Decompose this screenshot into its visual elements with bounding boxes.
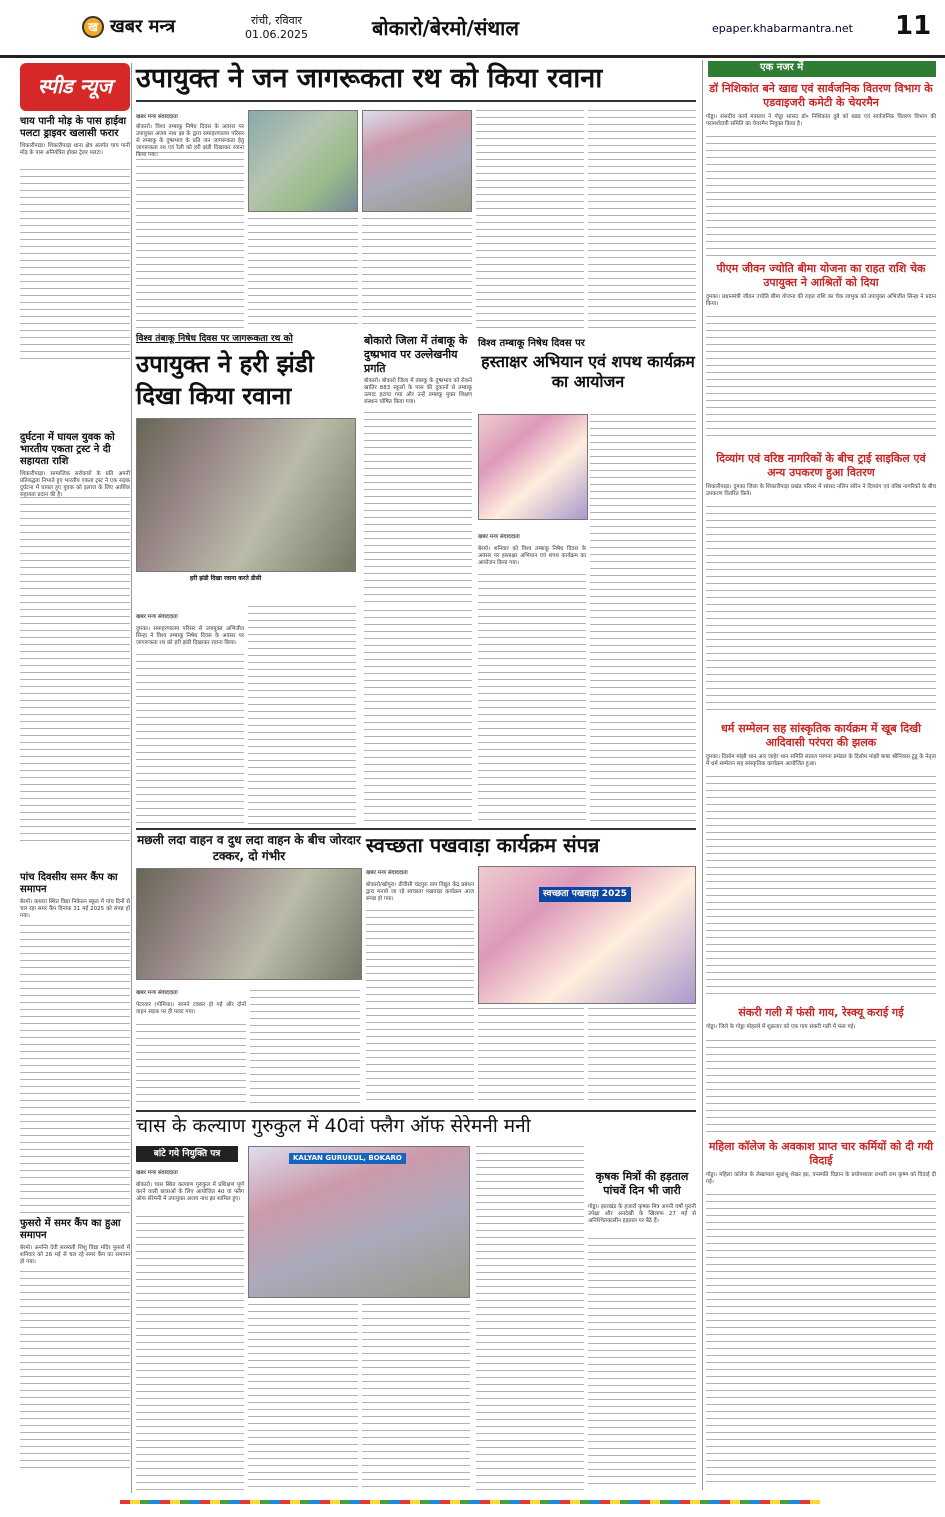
flag-body: दुमका। समाहरणालय परिसर से उपायुक्त अभिजीत सिन्हा ने विश्व तम्बाकू निषेध दिवस के अवसर पर जागरूकता रथ को हरी झंडी दिखाकर रवाना किया। xyxy=(136,626,244,646)
sidebar-body: शिकारीपाड़ा। शिकारीपाड़ा थाना क्षेत्र अंतर्गत चाय पानी मोड़ के पास अनियंत्रित होकर ट्रेलर पलटा। xyxy=(20,143,130,156)
text-lines xyxy=(476,1146,584,1490)
text-lines xyxy=(248,1304,358,1490)
sidebar-headline: दुर्घटना में घायल युवक को भारतीय एकता ट्रस्ट ने दी सहायता राशि xyxy=(20,432,115,467)
text-lines xyxy=(136,1216,244,1490)
issue-date: 01.06.2025 xyxy=(245,28,308,41)
text-lines xyxy=(706,316,936,436)
bokaro-body: बोकारो। बोकारो जिला में तंबाकू के दुष्प्रभाव को रोकने खातिर 883 स्कूलों के पास की दुकानों से तम्बाकू उत्पाद हटाया गया और उन्हें तम्बाकू मुक्त शिक्षण संस्थान घोषित किया गया। xyxy=(364,378,472,405)
text-lines xyxy=(478,574,586,824)
at-a-glance-tag xyxy=(708,61,936,77)
swachh-body: बोकारो/खोपुरा। डीवीसी चंद्रपुरा ताप विद्युत केंद्र प्रबंधन द्वारा मनाये जा रहे स्वच्छता पखवाड़ा कार्यक्रम आज संपन्न हो गया। xyxy=(366,882,474,902)
divider xyxy=(136,1110,696,1112)
sidebar-body: बेरमो। अनन्ति देवी सरस्वती शिशु विद्या मंदिर फुसरो में शनिवार को 26 मई से चल रहे समर कैंप का समापन हो गया। xyxy=(20,1245,130,1265)
text-lines xyxy=(20,925,130,1215)
farmers-body: गोड्डा। झारखंड के हजारों कृषक मित्र अपनी वर्षों पुरानी उपेक्षा और अनदेखी के खिलाफ 27 मई से अनिश्चितकालीन हड़ताल पर बैठे हैं। xyxy=(588,1204,696,1224)
gurukul-headline: चास के कल्याण गुरुकुल में 40वां फ्लैग ऑफ सेरेमनी मनी xyxy=(136,1115,531,1137)
lead-headline: उपायुक्त ने जन जागरूकता रथ को किया रवाना xyxy=(136,63,603,94)
text-lines xyxy=(706,136,936,256)
lead-photo-2 xyxy=(362,110,472,212)
flag-headline: उपायुक्त ने हरी झंडी दिखा किया रवाना xyxy=(136,350,314,410)
truck-byline: खबर मन्त्र संवाददाता xyxy=(136,990,178,996)
gurukul-byline: खबर मन्त्र संवाददाता xyxy=(136,1170,178,1176)
section-title: बोकारो/बेरमो/संथाल xyxy=(372,16,519,40)
right-headline: संकरी गली में फंसी गाय, रेस्क्यू कराई गई xyxy=(738,1006,904,1019)
right-story xyxy=(706,1140,936,1484)
swachh-banner: स्वच्छता पखवाड़ा 2025 xyxy=(539,887,631,902)
paper-name: खबर मन्त्र xyxy=(110,16,176,37)
text-lines xyxy=(706,506,936,716)
swachh-photo xyxy=(478,866,696,1004)
right-headline: दिव्यांग एवं वरिष्ठ नागरिकों के बीच ट्राई साइकिल एवं अन्य उपकरण हुआ वितरण xyxy=(716,452,926,479)
right-body: दुमका। दिसोम मांझी थान आर जाहेर थान समिति संताल परगना प्रमंडल के दिसोम मांझी बाबा श्रीनिवास टुडू के नेतृत्व में धर्म सम्मेलन सह सांस्कृतिक कार्यक्रम आयोजित हुआ। xyxy=(706,754,936,767)
flag-photo xyxy=(136,418,356,572)
text-lines xyxy=(20,497,130,847)
bokaro-headline: बोकारो जिला में तंबाकू के दुष्प्रभाव पर उल्लेखनीय प्रगति xyxy=(364,334,468,375)
right-story xyxy=(706,1006,936,1132)
right-body: गोड्डा। संसदीय कार्य मंत्रालय ने गोड्डा सांसद डॉ० निशिकांत दुबे को खाद्य एवं सार्वजनिक वितरण विभाग की परामर्शदात्री समिति का चेयरमैन नियुक्त किया है। xyxy=(706,114,936,127)
city-day: रांची, रविवार xyxy=(250,14,303,27)
sidebar-headline: फुसरो में समर कैंप का हुआ समापन xyxy=(20,1218,121,1241)
lead-body: बोकारो। विश्व तम्बाकू निषेध दिवस के अवसर पर उपायुक्त अजय नाथ झा के द्वारा समाहरणालय परिसर से तम्बाकू के दुष्प्रभाव के प्रति जन जागरूकता हेतु जागरूकता रथ एवं रैली को हरी झंडी दिखाकर रवाना किया गया। xyxy=(136,124,244,158)
text-lines xyxy=(588,1008,696,1106)
text-lines xyxy=(248,218,358,330)
divider xyxy=(136,100,696,102)
sidebar-headline: पांच दिवसीय समर कैंप का समापन xyxy=(20,872,118,895)
text-lines xyxy=(362,1304,470,1490)
right-body: शिकारीपाड़ा। दुमका जिला के शिकारीपाड़ा प्रखंड परिसर में सांसद नलिन सोरेन ने दिव्यांग एवं वरिष्ठ नागरिकों के बीच उपकरण वितरित किये। xyxy=(706,484,936,497)
text-lines xyxy=(364,610,472,824)
sidebar-story xyxy=(20,116,130,359)
flag-byline: खबर मन्त्र संवाददाता xyxy=(136,614,178,620)
epaper-url[interactable]: epaper.khabarmantra.net xyxy=(712,22,853,35)
text-lines xyxy=(706,1194,936,1484)
text-lines xyxy=(478,1008,584,1106)
text-lines xyxy=(20,169,130,359)
truck-body: पेटरवार (गोमिया)। सामने टक्कर हो गई और दोनों वाहन सड़क पर ही पलट गया। xyxy=(136,1002,246,1015)
right-story xyxy=(706,82,936,256)
text-lines xyxy=(20,1271,130,1471)
gurukul-photo xyxy=(248,1146,470,1298)
text-lines xyxy=(590,414,696,824)
right-story xyxy=(706,262,936,436)
text-lines xyxy=(250,990,360,1106)
truck-photo xyxy=(136,868,362,980)
right-story xyxy=(706,452,936,716)
text-lines xyxy=(706,1040,936,1132)
sidebar-headline: चाय पानी मोड़ के पास हाईवा पलटा ड्राइवर खलासी फरार xyxy=(20,116,127,139)
dateline xyxy=(245,14,308,42)
sidebar-story xyxy=(20,1218,130,1471)
footer-color-bar xyxy=(120,1500,820,1504)
gurukul-body: बोकारो। चास स्थित कल्याण गुरुकुल में प्रशिक्षण पूर्ण करने वाली छात्राओं के लिए आयोजित 40 वां फ्लैग ऑफ सेरेमनी में उपायुक्त अजय नाथ झा शामिल हुए। xyxy=(136,1182,244,1202)
speed-news-badge: स्पीड न्यूज xyxy=(20,63,130,111)
farmers-headline: कृषक मित्रों की हड़ताल पांचवें दिन भी जारी xyxy=(595,1170,689,1197)
right-headline: डॉ निशिकांत बने खाद्य एवं सार्वजनिक वितरण विभाग के एडवाइजरी कमेटी के चेयरमैन xyxy=(709,82,933,109)
sign-photo xyxy=(478,414,588,520)
sign-byline: खबर मन्त्र संवाददाता xyxy=(478,534,520,540)
flag-kicker: विश्व तंबाकू निषेध दिवस पर जागरूकता रथ को xyxy=(136,334,293,344)
text-lines xyxy=(364,412,472,602)
text-lines xyxy=(362,218,472,330)
right-headline: महिला कॉलेज के अवकाश प्राप्त चार कर्मियों को दी गयी विदाई xyxy=(708,1140,934,1167)
text-lines xyxy=(476,110,584,330)
right-body: गोड्डा। जिले के गोड्डा मोहल्ले में शुक्रवार को एक गाय संकरी गली में फंस गई। xyxy=(706,1024,856,1030)
gurukul-banner: KALYAN GURUKUL, BOKARO xyxy=(289,1153,406,1164)
divider xyxy=(136,828,696,830)
flag-photo-caption: हरी झंडी दिखा रवाना करते डीसी xyxy=(190,575,262,582)
sidebar-story xyxy=(20,432,130,847)
text-lines xyxy=(136,654,244,824)
sign-body: बेरमो। शनिवार को विश्व तम्बाकू निषेध दिवस के अवसर पर हस्ताक्षर अभियान एवं शपथ कार्यक्रम का आयोजन किया गया। xyxy=(478,546,586,566)
sidebar-story xyxy=(20,872,130,1215)
text-lines xyxy=(588,110,696,330)
right-headline: पीएम जीवन ज्योति बीमा योजना का राहत राशि चेक उपायुक्त ने आश्रितों को दिया xyxy=(716,262,926,289)
lead-photo xyxy=(248,110,358,212)
logo-icon: ख xyxy=(82,16,104,38)
swachh-byline: खबर मन्त्र संवाददाता xyxy=(366,870,408,876)
text-lines xyxy=(136,152,244,330)
sidebar-body: बेरमो। कथारा स्थित विद्या निकेतन स्कूल में पांच दिनों से चल रहा समर कैंप दिनांक 31 मई 2025 को संपन्न हो गया। xyxy=(20,899,130,919)
column-divider xyxy=(131,63,132,1493)
swachh-headline: स्वच्छता पखवाड़ा कार्यक्रम संपन्न xyxy=(366,833,600,857)
text-lines xyxy=(588,1238,696,1490)
text-lines xyxy=(366,910,474,1106)
page-number: 11 xyxy=(895,11,932,41)
lead-byline: खबर मन्त्र संवाददाता xyxy=(136,114,178,120)
right-body: गोड्डा। महिला कॉलेज के लेखापाल सुधांशु शेखर झा, वनस्पति विज्ञान के प्रयोगशाला प्रभारी राम कृष्ण को विदाई दी गई। xyxy=(706,1172,936,1185)
text-lines xyxy=(136,1024,246,1106)
tag-label: एक नजर में xyxy=(760,62,804,73)
right-body: दुमका। प्रधानमंत्री जीवन ज्योति बीमा योजना की राहत राशि का चेक लाभुक को उपायुक्त अभिजीत सिन्हा ने प्रदान किया। xyxy=(706,294,936,307)
truck-headline: मछली लदा वाहन व दुध लदा वाहन के बीच जोरदार टक्कर, दो गंभीर xyxy=(137,833,361,863)
sidebar-body: शिकारीपाड़ा। सामाजिक सरोकारों के प्रति अपनी प्रतिबद्धता निभाते हुए भारतीय एकता ट्रस्ट ने एक सड़क दुर्घटना में घायल हुए युवक को इलाज के लिए आर्थिक सहायता प्रदान की है। xyxy=(20,471,130,498)
sign-headline: हस्ताक्षर अभियान एवं शपथ कार्यक्रम का आयोजन xyxy=(481,352,695,391)
column-divider xyxy=(702,60,703,1490)
text-lines xyxy=(706,776,936,998)
sign-kicker: विश्व तम्बाकू निषेध दिवस पर xyxy=(478,338,585,349)
right-headline: धर्म सम्मेलन सह सांस्कृतिक कार्यक्रम में खूब दिखी आदिवासी परंपरा की झलक xyxy=(721,722,921,749)
gurukul-subhead: बांटे गये नियुक्ति पत्र xyxy=(136,1146,238,1162)
text-lines xyxy=(248,606,356,824)
right-story xyxy=(706,722,936,998)
